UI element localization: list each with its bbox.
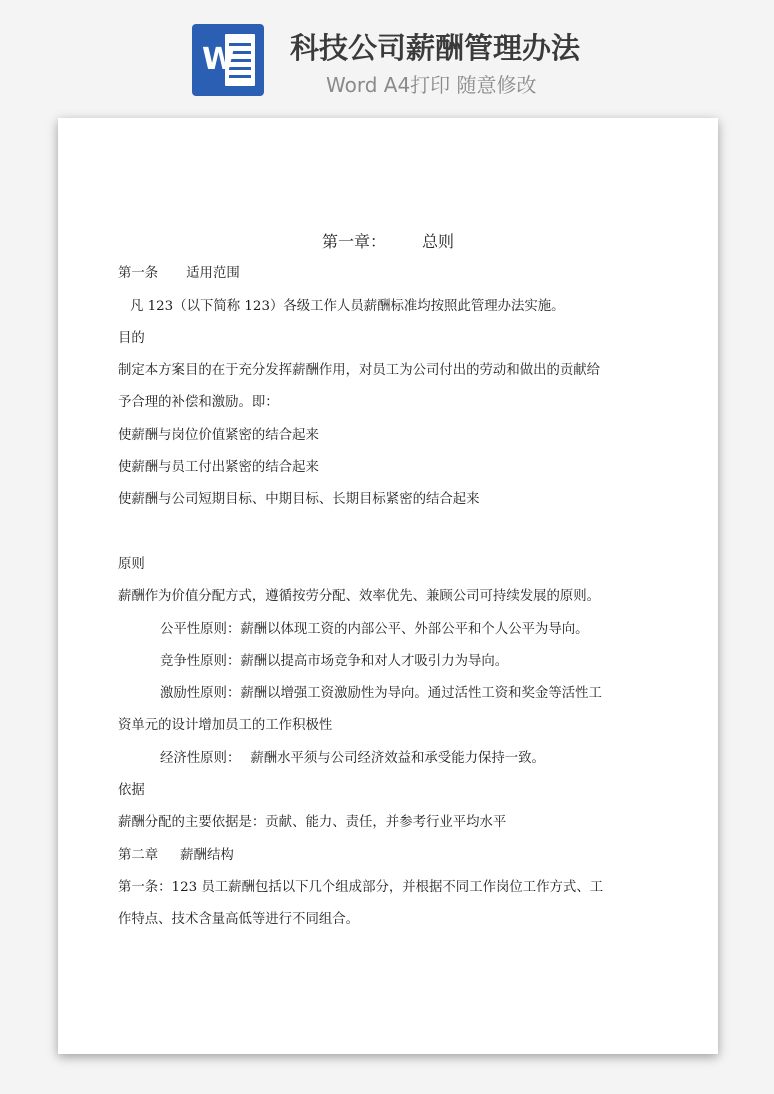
basis-paragraph: 薪酬分配的主要依据是：贡献、能力、责任，并参考行业平均水平 [118,815,507,831]
principle-paragraph: 薪酬作为价值分配方式，遵循按劳分配、效率优先、兼顾公司可持续发展的原则。 [118,589,601,605]
structure-paragraph-line1: 第一条：123 员工薪酬包括以下几个组成部分，并根据不同工作岗位工作方式、工 [118,879,604,895]
article1-heading: 第一条 适用范围 [118,266,240,282]
page-header [0,0,774,118]
page-title: 科技公司薪酬管理办法 [290,31,581,65]
principle-incentive-line1: 激励性原则：薪酬以增强工资激励性为导向。通过活性工资和奖金等活性工 [160,686,602,702]
scope-paragraph: 凡 123（以下简称 123）各级工作人员薪酬标准均按照此管理办法实施。 [130,298,565,314]
principle-fair: 公平性原则：薪酬以体现工资的内部公平、外部公平和个人公平为导向。 [160,621,589,637]
purpose-paragraph-line2: 予合理的补偿和激励。即： [118,395,279,411]
document-body [118,226,658,937]
blank-line [118,517,658,549]
principle-economy: 经济性原则： 薪酬水平须与公司经济效益和承受能力保持一致。 [160,750,545,766]
structure-paragraph-line2: 作特点、技术含量高低等进行不同组合。 [118,912,360,928]
purpose-item: 使薪酬与员工付出紧密的结合起来 [118,460,319,476]
principle-incentive-line2: 资单元的设计增加员工的工作积极性 [118,718,333,734]
purpose-heading: 目的 [118,330,145,346]
principle-heading: 原则 [118,556,145,572]
word-icon-letter: W [202,42,236,77]
chapter1-heading: 第一章： 总则 [321,232,455,251]
purpose-paragraph-line1: 制定本方案目的在于充分发挥薪酬作用，对员工为公司付出的劳动和做出的贡献给 [118,363,601,379]
purpose-item: 使薪酬与岗位价值紧密的结合起来 [118,427,319,443]
principle-compete: 竞争性原则：薪酬以提高市场竞争和对人才吸引力为导向。 [160,653,509,669]
basis-heading: 依据 [118,783,145,799]
chapter2-heading: 第二章 薪酬结构 [118,847,234,863]
document-page [58,118,718,1054]
page-subtitle: Word A4打印 随意修改 [326,73,537,97]
purpose-item: 使薪酬与公司短期目标、中期目标、长期目标紧密的结合起来 [118,492,480,508]
word-icon [192,24,264,96]
